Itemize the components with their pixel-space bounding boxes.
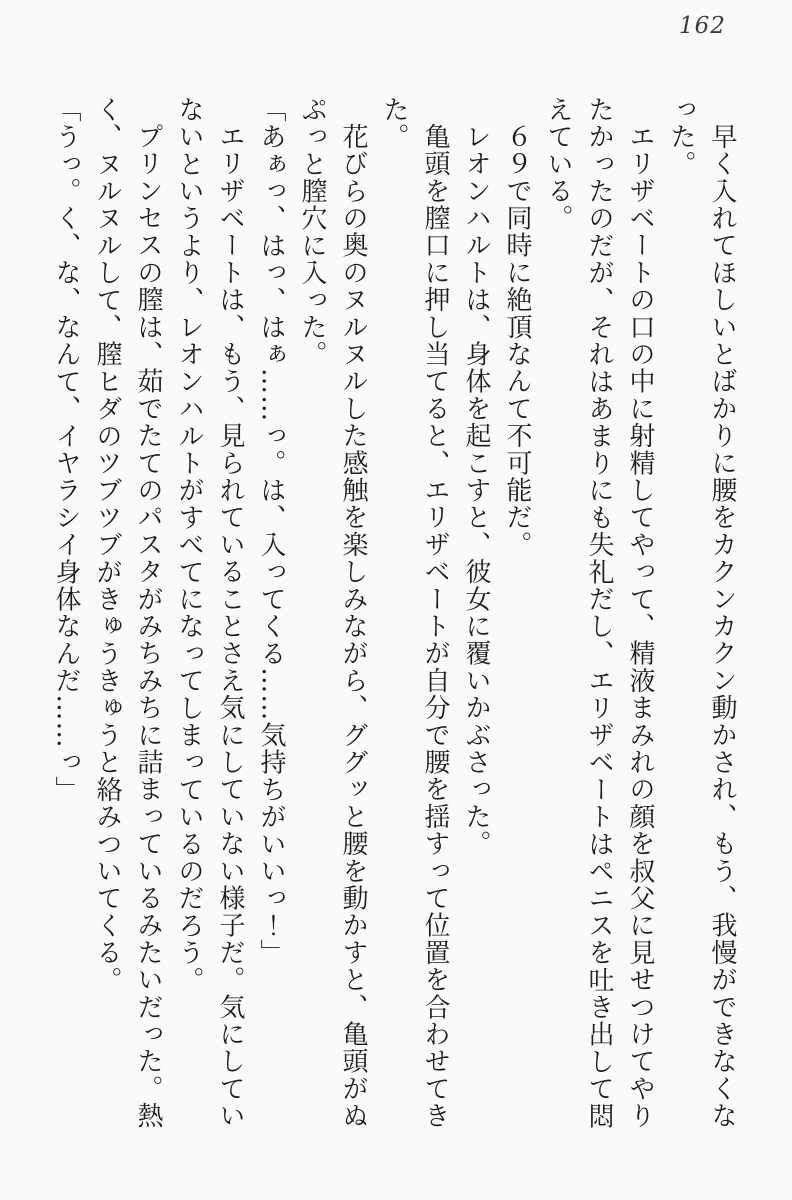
text-line: た。 [379, 96, 409, 151]
text-line: エリザベートは、もう、見られていることさえ気にしていない様子だ。気にしてい [215, 123, 245, 1130]
text-block [45, 96, 742, 1136]
text-line: ぷっと膣穴に入った。 [297, 96, 327, 368]
text-line: く、ヌルヌルして、膣ヒダのツブツブがきゅうきゅうと絡みついてくる。 [92, 96, 122, 994]
text-line: ６９で同時に絶頂なんて不可能だ。 [502, 123, 532, 559]
text-line: えている。 [543, 96, 573, 232]
text-line: 花びらの奥のヌルヌルした感触を楽しみながら、ググッと腰を動かすと、亀頭がぬ [338, 123, 368, 1130]
text-line: 「あぁっ、はっ、はぁ……っ。は、入ってくる……気持ちがいいっ！」 [256, 96, 286, 967]
text-line: った。 [666, 96, 696, 178]
text-line: プリンセスの膣は、茹でたてのパスタがみちみちに詰まっているみたいだった。熱 [133, 123, 163, 1130]
text-line: ないというより、レオンハルトがすべてになってしまっているのだろう。 [174, 96, 204, 994]
page-number: 162 [679, 13, 726, 39]
text-line: 早く入れてほしいとばかりに腰をカクンカクン動かされ、もう、我慢ができなくな [707, 123, 737, 1130]
text-line: 亀頭を膣口に押し当てると、エリザベートが自分で腰を揺すって位置を合わせてき [420, 123, 450, 1130]
text-line: たかったのだが、それはあまりにも失礼だし、エリザベートはペニスを吐き出して悶 [584, 96, 614, 1130]
text-line: 「うっ。く、な、なんて、イヤラシイ身体なんだ……っ」 [51, 96, 81, 804]
text-line: レオンハルトは、身体を起こすと、彼女に覆いかぶさった。 [461, 123, 491, 858]
text-line: エリザベートの口の中に射精してやって、精液まみれの顔を叔父に見せつけてやり [625, 123, 655, 1130]
